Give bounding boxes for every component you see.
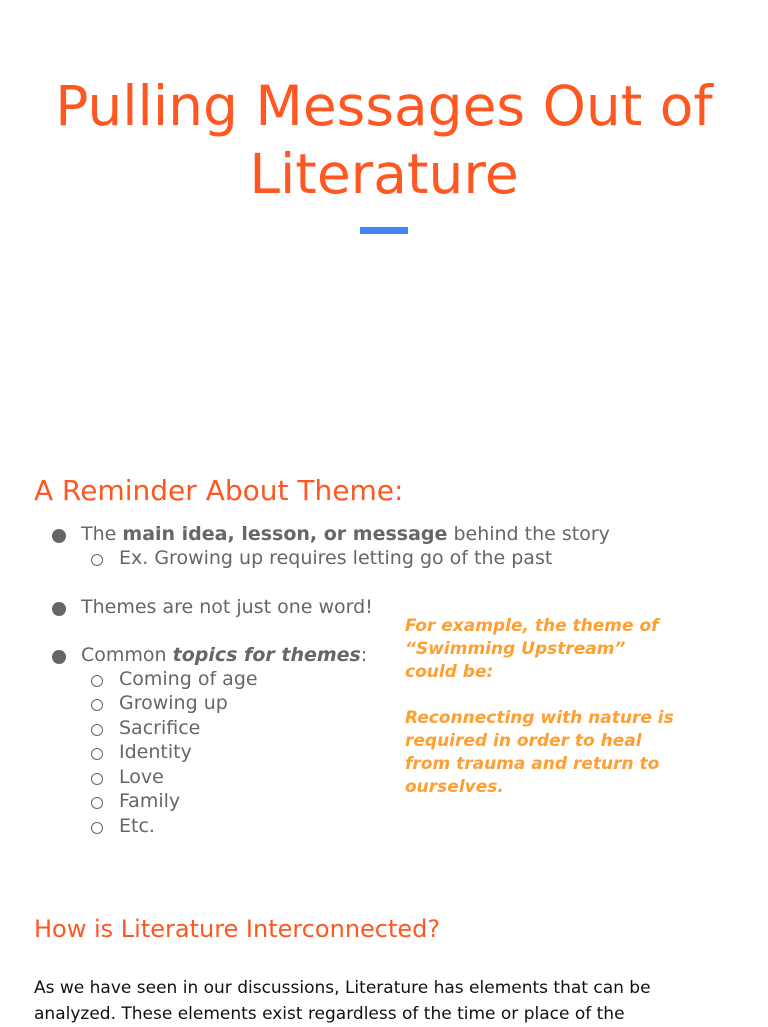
bullet-emphasis: topics for themes: [172, 644, 361, 666]
sub-bullet-icon: [91, 797, 103, 809]
paragraph-line: As we have seen in our discussions, Literature has elements that can be: [34, 978, 651, 998]
title-line-1: Pulling Messages Out of: [55, 74, 713, 138]
bullet-text: :: [360, 644, 368, 666]
sub-bullet-icon: [91, 773, 103, 785]
callout-line: “Swimming Upstream”: [405, 639, 626, 659]
page-title: [0, 72, 768, 208]
sub-bullet-icon: [91, 554, 103, 566]
bullet-common-topics: [81, 643, 367, 668]
topic-item: Growing up: [119, 692, 228, 714]
interconnected-heading: How is Literature Interconnected?: [34, 915, 441, 943]
bullet-text: The: [81, 523, 123, 545]
title-slide: [0, 0, 768, 430]
body-paragraph: [34, 975, 754, 1027]
topic-item: Sacrifice: [119, 717, 201, 739]
topic-item: Etc.: [119, 815, 155, 837]
bullet-text: behind the story: [447, 523, 610, 545]
bullet-icon: [52, 602, 66, 616]
paragraph-line: analyzed. These elements exist regardless of the time or place of the: [34, 1004, 625, 1024]
callout-line: ourselves.: [405, 777, 504, 797]
callout-line: from trauma and return to: [405, 754, 660, 774]
sub-bullet-icon: [91, 822, 103, 834]
sub-bullet-icon: [91, 699, 103, 711]
theme-heading: A Reminder About Theme:: [34, 474, 404, 507]
callout-line: required in order to heal: [405, 731, 642, 751]
bullet-not-one-word: Themes are not just one word!: [81, 596, 373, 618]
sub-bullet-example: Ex. Growing up requires letting go of the past: [119, 547, 553, 569]
topic-item: Identity: [119, 741, 192, 763]
topic-item: Love: [119, 766, 164, 788]
title-accent-rule: [360, 227, 408, 234]
topic-item: Family: [119, 790, 181, 812]
callout-line: For example, the theme of: [405, 616, 659, 636]
sub-bullet-icon: [91, 748, 103, 760]
bullet-icon: [52, 650, 66, 664]
bullet-main-idea: [81, 522, 610, 547]
sub-bullet-icon: [91, 675, 103, 687]
bullet-emphasis: main idea, lesson, or message: [122, 523, 448, 545]
bullet-text: Common: [81, 644, 173, 666]
sub-bullet-icon: [91, 724, 103, 736]
callout-line: could be:: [405, 662, 494, 682]
title-line-2: Literature: [249, 142, 519, 206]
bullet-icon: [52, 529, 66, 543]
topic-item: Coming of age: [119, 668, 258, 690]
callout-line: Reconnecting with nature is: [405, 708, 674, 728]
